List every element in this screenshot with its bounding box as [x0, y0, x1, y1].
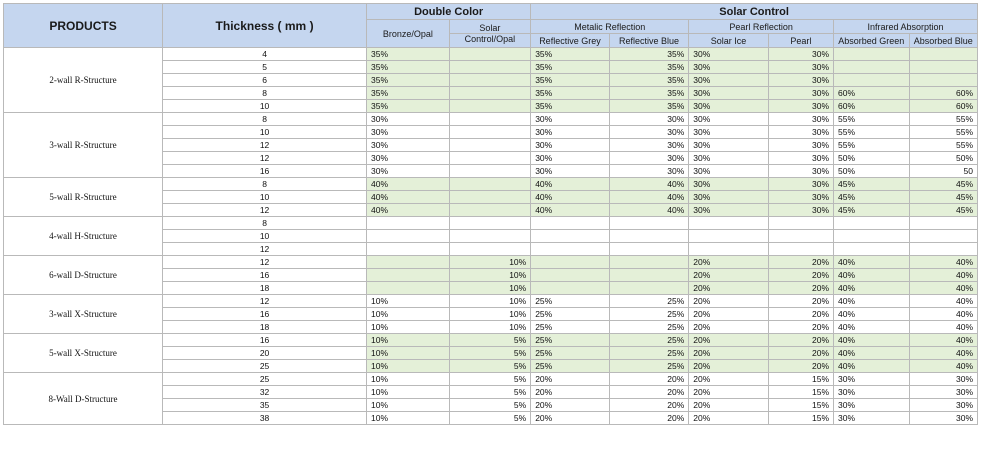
- reflective-blue-cell: 30%: [609, 113, 689, 126]
- bronze-opal-cell: 10%: [367, 334, 450, 347]
- absorbed-green-cell: 40%: [834, 269, 909, 282]
- thickness-header: Thickness ( mm ): [163, 4, 367, 48]
- polycarbonate-spec-table: [3, 3, 978, 425]
- reflective-blue-cell: 25%: [609, 295, 689, 308]
- bronze-opal-cell: 35%: [367, 100, 450, 113]
- solar-control-opal-cell: [449, 191, 531, 204]
- absorbed-green-cell: [834, 230, 909, 243]
- bronze-opal-cell: 10%: [367, 360, 450, 373]
- reflective-grey-cell: 40%: [531, 178, 610, 191]
- reflective-grey-cell: 35%: [531, 87, 610, 100]
- bronze-opal-cell: 35%: [367, 74, 450, 87]
- reflective-grey-cell: 25%: [531, 360, 610, 373]
- thickness-cell: 8: [163, 113, 367, 126]
- product-name-cell: 2-wall R-Structure: [4, 48, 163, 113]
- thickness-cell: 10: [163, 126, 367, 139]
- bronze-opal-cell: 10%: [367, 347, 450, 360]
- absorbed-green-cell: 30%: [834, 399, 909, 412]
- solar-control-opal-cell: [449, 165, 531, 178]
- reflective-grey-cell: 20%: [531, 373, 610, 386]
- absorbed-green-cell: 45%: [834, 178, 909, 191]
- bronze-opal-cell: [367, 217, 450, 230]
- reflective-grey-cell: 20%: [531, 399, 610, 412]
- reflective-grey-cell: 25%: [531, 347, 610, 360]
- absorbed-blue-cell: [909, 74, 978, 87]
- bronze-opal-cell: 10%: [367, 386, 450, 399]
- solar-ice-cell: [689, 230, 769, 243]
- solar-control-opal-cell: 5%: [449, 386, 531, 399]
- pearl-cell: [768, 243, 833, 256]
- pearl-cell: 20%: [768, 360, 833, 373]
- solar-control-opal-cell: 5%: [449, 399, 531, 412]
- thickness-cell: 12: [163, 139, 367, 152]
- absorbed-green-cell: 50%: [834, 152, 909, 165]
- solar-ice-cell: 30%: [689, 152, 769, 165]
- thickness-cell: 16: [163, 165, 367, 178]
- reflective-blue-cell: 25%: [609, 321, 689, 334]
- reflective-grey-cell: 20%: [531, 412, 610, 425]
- solar-control-opal-cell: 10%: [449, 269, 531, 282]
- thickness-cell: 12: [163, 243, 367, 256]
- solar-ice-cell: 20%: [689, 269, 769, 282]
- reflective-grey-cell: [531, 282, 610, 295]
- reflective-blue-cell: 25%: [609, 334, 689, 347]
- thickness-cell: 5: [163, 61, 367, 74]
- pearl-cell: 20%: [768, 282, 833, 295]
- thickness-cell: 12: [163, 256, 367, 269]
- reflective-grey-cell: 35%: [531, 61, 610, 74]
- absorbed-green-cell: [834, 61, 909, 74]
- absorbed-blue-cell: 45%: [909, 191, 978, 204]
- product-name-cell: 4-wall H-Structure: [4, 217, 163, 256]
- thickness-cell: 18: [163, 321, 367, 334]
- reflective-grey-cell: 40%: [531, 191, 610, 204]
- pearl-cell: [768, 217, 833, 230]
- thickness-cell: 10: [163, 230, 367, 243]
- absorbed-green-cell: 30%: [834, 373, 909, 386]
- bronze-opal-cell: 40%: [367, 204, 450, 217]
- table-row: [4, 256, 978, 269]
- product-name-cell: 5-wall R-Structure: [4, 178, 163, 217]
- bronze-opal-cell: 10%: [367, 399, 450, 412]
- solar-ice-cell: 30%: [689, 100, 769, 113]
- solar-control-opal-cell: [449, 74, 531, 87]
- absorbed-blue-cell: [909, 230, 978, 243]
- absorbed-blue-cell: 50: [909, 165, 978, 178]
- reflective-grey-cell: [531, 269, 610, 282]
- product-name-cell: 3-wall X-Structure: [4, 295, 163, 334]
- solar-control-opal-cell: [449, 204, 531, 217]
- thickness-cell: 35: [163, 399, 367, 412]
- absorbed-green-cell: 50%: [834, 165, 909, 178]
- pearl-cell: 15%: [768, 412, 833, 425]
- pearl-cell: 20%: [768, 308, 833, 321]
- bronze-opal-cell: 10%: [367, 373, 450, 386]
- absorbed-green-cell: [834, 74, 909, 87]
- bronze-opal-cell: 35%: [367, 48, 450, 61]
- absorbed-blue-cell: 50%: [909, 152, 978, 165]
- bronze-opal-cell: [367, 256, 450, 269]
- pearl-cell: 30%: [768, 139, 833, 152]
- pearl-cell: 30%: [768, 165, 833, 178]
- pearl-cell: 30%: [768, 126, 833, 139]
- absorbed-blue-cell: 40%: [909, 321, 978, 334]
- reflective-grey-cell: [531, 230, 610, 243]
- absorbed-blue-cell: 55%: [909, 113, 978, 126]
- solar-control-opal-cell: 5%: [449, 412, 531, 425]
- absorbed-green-cell: 45%: [834, 191, 909, 204]
- thickness-cell: 12: [163, 204, 367, 217]
- solar-ice-cell: 30%: [689, 48, 769, 61]
- reflective-blue-cell: 35%: [609, 100, 689, 113]
- reflective-blue-cell: 35%: [609, 87, 689, 100]
- product-name-cell: 5-wall X-Structure: [4, 334, 163, 373]
- table-row: [4, 373, 978, 386]
- reflective-grey-cell: 30%: [531, 113, 610, 126]
- reflective-grey-cell: 30%: [531, 165, 610, 178]
- table-row: [4, 48, 978, 61]
- table-body: [4, 48, 978, 425]
- solar-ice-cell: 30%: [689, 191, 769, 204]
- reflective-blue-cell: 35%: [609, 61, 689, 74]
- solar-control-opal-cell: 5%: [449, 347, 531, 360]
- solar-ice-cell: 30%: [689, 61, 769, 74]
- pearl-cell: [768, 230, 833, 243]
- product-name-cell: 8-Wall D-Structure: [4, 373, 163, 425]
- reflective-grey-cell: 30%: [531, 139, 610, 152]
- reflective-grey-cell: 30%: [531, 152, 610, 165]
- reflective-blue-cell: 20%: [609, 386, 689, 399]
- thickness-cell: 4: [163, 48, 367, 61]
- table-row: [4, 178, 978, 191]
- thickness-cell: 8: [163, 87, 367, 100]
- reflective-blue-cell: [609, 230, 689, 243]
- solar-ice-cell: 30%: [689, 126, 769, 139]
- solar-control-opal-line1: Solar: [479, 23, 501, 33]
- reflective-blue-cell: [609, 269, 689, 282]
- absorbed-blue-cell: 45%: [909, 178, 978, 191]
- absorbed-green-cell: [834, 217, 909, 230]
- solar-control-opal-cell: [449, 178, 531, 191]
- solar-ice-cell: 20%: [689, 282, 769, 295]
- absorbed-green-cell: 55%: [834, 113, 909, 126]
- solar-ice-cell: 30%: [689, 204, 769, 217]
- absorbed-blue-cell: 55%: [909, 139, 978, 152]
- thickness-cell: 32: [163, 386, 367, 399]
- absorbed-green-cell: 40%: [834, 308, 909, 321]
- metalic-reflection-header: Metalic Reflection: [531, 20, 689, 34]
- solar-ice-cell: 30%: [689, 113, 769, 126]
- reflective-blue-cell: 30%: [609, 139, 689, 152]
- thickness-cell: 8: [163, 178, 367, 191]
- products-header: PRODUCTS: [4, 4, 163, 48]
- bronze-opal-cell: 10%: [367, 412, 450, 425]
- absorbed-blue-cell: 60%: [909, 87, 978, 100]
- reflective-blue-header: Reflective Blue: [609, 34, 689, 48]
- reflective-grey-cell: 25%: [531, 334, 610, 347]
- reflective-blue-cell: 25%: [609, 360, 689, 373]
- solar-control-opal-cell: 10%: [449, 295, 531, 308]
- solar-control-opal-cell: [449, 152, 531, 165]
- reflective-blue-cell: 30%: [609, 165, 689, 178]
- absorbed-blue-cell: 30%: [909, 412, 978, 425]
- reflective-blue-cell: 40%: [609, 204, 689, 217]
- pearl-header: Pearl: [768, 34, 833, 48]
- solar-control-opal-cell: [449, 100, 531, 113]
- pearl-reflection-header: Pearl Reflection: [689, 20, 834, 34]
- solar-ice-cell: 20%: [689, 295, 769, 308]
- reflective-grey-cell: [531, 256, 610, 269]
- pearl-cell: 30%: [768, 204, 833, 217]
- reflective-blue-cell: 40%: [609, 178, 689, 191]
- absorbed-blue-cell: 30%: [909, 386, 978, 399]
- solar-ice-cell: [689, 243, 769, 256]
- pearl-cell: 20%: [768, 321, 833, 334]
- reflective-blue-cell: [609, 282, 689, 295]
- pearl-cell: 30%: [768, 87, 833, 100]
- solar-control-opal-cell: 10%: [449, 308, 531, 321]
- absorbed-green-cell: 30%: [834, 412, 909, 425]
- absorbed-blue-cell: 40%: [909, 256, 978, 269]
- solar-ice-cell: 20%: [689, 321, 769, 334]
- absorbed-blue-cell: 40%: [909, 282, 978, 295]
- solar-control-opal-cell: [449, 139, 531, 152]
- bronze-opal-cell: [367, 230, 450, 243]
- solar-ice-cell: 20%: [689, 373, 769, 386]
- reflective-blue-cell: 25%: [609, 308, 689, 321]
- absorbed-green-header: Absorbed Green: [834, 34, 909, 48]
- table-row: [4, 295, 978, 308]
- absorbed-blue-cell: 40%: [909, 295, 978, 308]
- solar-control-opal-cell: [449, 243, 531, 256]
- pearl-cell: 30%: [768, 48, 833, 61]
- bronze-opal-cell: 30%: [367, 126, 450, 139]
- table-row: [4, 113, 978, 126]
- solar-ice-cell: 20%: [689, 412, 769, 425]
- bronze-opal-cell: 35%: [367, 87, 450, 100]
- solar-control-opal-cell: [449, 126, 531, 139]
- absorbed-blue-cell: 40%: [909, 334, 978, 347]
- solar-control-opal-cell: 5%: [449, 334, 531, 347]
- pearl-cell: 20%: [768, 269, 833, 282]
- solar-control-opal-cell: [449, 61, 531, 74]
- solar-ice-header: Solar Ice: [689, 34, 769, 48]
- reflective-blue-cell: 35%: [609, 74, 689, 87]
- product-name-cell: 6-wall D-Structure: [4, 256, 163, 295]
- absorbed-blue-cell: 40%: [909, 308, 978, 321]
- absorbed-green-cell: 40%: [834, 347, 909, 360]
- absorbed-green-cell: 40%: [834, 360, 909, 373]
- bronze-opal-cell: 30%: [367, 113, 450, 126]
- pearl-cell: 15%: [768, 399, 833, 412]
- absorbed-blue-cell: [909, 61, 978, 74]
- absorbed-green-cell: 55%: [834, 139, 909, 152]
- reflective-blue-cell: 40%: [609, 191, 689, 204]
- reflective-grey-cell: 25%: [531, 308, 610, 321]
- reflective-grey-cell: 25%: [531, 321, 610, 334]
- reflective-blue-cell: 20%: [609, 373, 689, 386]
- pearl-cell: 30%: [768, 191, 833, 204]
- bronze-opal-header: Bronze/Opal: [367, 20, 450, 48]
- solar-control-opal-cell: [449, 48, 531, 61]
- reflective-blue-cell: 20%: [609, 412, 689, 425]
- table-row: [4, 334, 978, 347]
- bronze-opal-cell: 40%: [367, 191, 450, 204]
- bronze-opal-cell: 10%: [367, 308, 450, 321]
- solar-control-header: Solar Control: [531, 4, 978, 20]
- absorbed-green-cell: 30%: [834, 386, 909, 399]
- pearl-cell: 30%: [768, 178, 833, 191]
- absorbed-blue-cell: 40%: [909, 360, 978, 373]
- table-row: [4, 217, 978, 230]
- solar-control-opal-cell: [449, 217, 531, 230]
- absorbed-blue-cell: [909, 217, 978, 230]
- bronze-opal-cell: 10%: [367, 295, 450, 308]
- double-color-header: Double Color: [367, 4, 531, 20]
- reflective-blue-cell: 35%: [609, 48, 689, 61]
- reflective-blue-cell: [609, 243, 689, 256]
- solar-control-opal-cell: [449, 230, 531, 243]
- solar-control-opal-header-line2: Control/Opal: [449, 34, 531, 48]
- absorbed-green-cell: 60%: [834, 87, 909, 100]
- absorbed-green-cell: 40%: [834, 334, 909, 347]
- absorbed-green-cell: 60%: [834, 100, 909, 113]
- reflective-grey-cell: 20%: [531, 386, 610, 399]
- solar-ice-cell: 30%: [689, 139, 769, 152]
- solar-ice-cell: 20%: [689, 334, 769, 347]
- absorbed-blue-cell: 60%: [909, 100, 978, 113]
- solar-control-opal-cell: 5%: [449, 360, 531, 373]
- solar-control-opal-cell: 10%: [449, 256, 531, 269]
- bronze-opal-cell: 35%: [367, 61, 450, 74]
- pearl-cell: 30%: [768, 113, 833, 126]
- absorbed-green-cell: [834, 48, 909, 61]
- thickness-cell: 16: [163, 308, 367, 321]
- pearl-cell: 15%: [768, 373, 833, 386]
- thickness-cell: 20: [163, 347, 367, 360]
- thickness-cell: 12: [163, 295, 367, 308]
- reflective-grey-cell: [531, 217, 610, 230]
- thickness-cell: 25: [163, 373, 367, 386]
- solar-ice-cell: 20%: [689, 308, 769, 321]
- bronze-opal-cell: [367, 243, 450, 256]
- bronze-opal-cell: [367, 282, 450, 295]
- thickness-cell: 18: [163, 282, 367, 295]
- reflective-grey-header: Reflective Grey: [531, 34, 610, 48]
- spec-table-container: [3, 3, 978, 425]
- absorbed-green-cell: 40%: [834, 256, 909, 269]
- solar-control-opal-cell: 5%: [449, 373, 531, 386]
- solar-ice-cell: 30%: [689, 178, 769, 191]
- solar-ice-cell: 30%: [689, 87, 769, 100]
- thickness-cell: 16: [163, 269, 367, 282]
- absorbed-blue-cell: 30%: [909, 373, 978, 386]
- bronze-opal-cell: [367, 269, 450, 282]
- thickness-cell: 10: [163, 191, 367, 204]
- solar-ice-cell: 20%: [689, 347, 769, 360]
- product-name-cell: 3-wall R-Structure: [4, 113, 163, 178]
- reflective-blue-cell: 20%: [609, 399, 689, 412]
- solar-ice-cell: 30%: [689, 165, 769, 178]
- absorbed-blue-cell: 40%: [909, 347, 978, 360]
- solar-control-opal-cell: [449, 113, 531, 126]
- reflective-grey-cell: 40%: [531, 204, 610, 217]
- thickness-cell: 38: [163, 412, 367, 425]
- solar-control-opal-cell: 10%: [449, 321, 531, 334]
- solar-ice-cell: 30%: [689, 74, 769, 87]
- pearl-cell: 30%: [768, 152, 833, 165]
- pearl-cell: 30%: [768, 100, 833, 113]
- reflective-grey-cell: 35%: [531, 74, 610, 87]
- reflective-grey-cell: [531, 243, 610, 256]
- absorbed-green-cell: 40%: [834, 321, 909, 334]
- reflective-grey-cell: 25%: [531, 295, 610, 308]
- infrared-absorption-header: Infrared Absorption: [834, 20, 978, 34]
- pearl-cell: 20%: [768, 347, 833, 360]
- reflective-grey-cell: 35%: [531, 48, 610, 61]
- absorbed-blue-cell: 55%: [909, 126, 978, 139]
- reflective-blue-cell: 25%: [609, 347, 689, 360]
- thickness-cell: 12: [163, 152, 367, 165]
- absorbed-green-cell: 55%: [834, 126, 909, 139]
- pearl-cell: 15%: [768, 386, 833, 399]
- reflective-blue-cell: [609, 217, 689, 230]
- thickness-cell: 8: [163, 217, 367, 230]
- thickness-cell: 6: [163, 74, 367, 87]
- reflective-blue-cell: [609, 256, 689, 269]
- solar-ice-cell: 20%: [689, 256, 769, 269]
- reflective-grey-cell: 35%: [531, 100, 610, 113]
- reflective-grey-cell: 30%: [531, 126, 610, 139]
- solar-control-opal-cell: [449, 87, 531, 100]
- absorbed-blue-cell: [909, 243, 978, 256]
- absorbed-blue-cell: [909, 48, 978, 61]
- thickness-cell: 10: [163, 100, 367, 113]
- solar-ice-cell: 20%: [689, 386, 769, 399]
- thickness-cell: 25: [163, 360, 367, 373]
- bronze-opal-cell: 10%: [367, 321, 450, 334]
- pearl-cell: 30%: [768, 61, 833, 74]
- solar-ice-cell: 20%: [689, 399, 769, 412]
- reflective-blue-cell: 30%: [609, 152, 689, 165]
- table-header: [4, 4, 978, 48]
- absorbed-blue-cell: 30%: [909, 399, 978, 412]
- thickness-cell: 16: [163, 334, 367, 347]
- absorbed-blue-cell: 45%: [909, 204, 978, 217]
- solar-ice-cell: 20%: [689, 360, 769, 373]
- solar-ice-cell: [689, 217, 769, 230]
- absorbed-green-cell: [834, 243, 909, 256]
- pearl-cell: 20%: [768, 295, 833, 308]
- bronze-opal-cell: 30%: [367, 165, 450, 178]
- absorbed-blue-cell: 40%: [909, 269, 978, 282]
- pearl-cell: 20%: [768, 256, 833, 269]
- absorbed-blue-header: Absorbed Blue: [909, 34, 978, 48]
- solar-control-opal-header: [449, 20, 531, 34]
- absorbed-green-cell: 45%: [834, 204, 909, 217]
- absorbed-green-cell: 40%: [834, 295, 909, 308]
- pearl-cell: 20%: [768, 334, 833, 347]
- pearl-cell: 30%: [768, 74, 833, 87]
- bronze-opal-cell: 40%: [367, 178, 450, 191]
- bronze-opal-cell: 30%: [367, 139, 450, 152]
- solar-control-opal-cell: 10%: [449, 282, 531, 295]
- absorbed-green-cell: 40%: [834, 282, 909, 295]
- bronze-opal-cell: 30%: [367, 152, 450, 165]
- reflective-blue-cell: 30%: [609, 126, 689, 139]
